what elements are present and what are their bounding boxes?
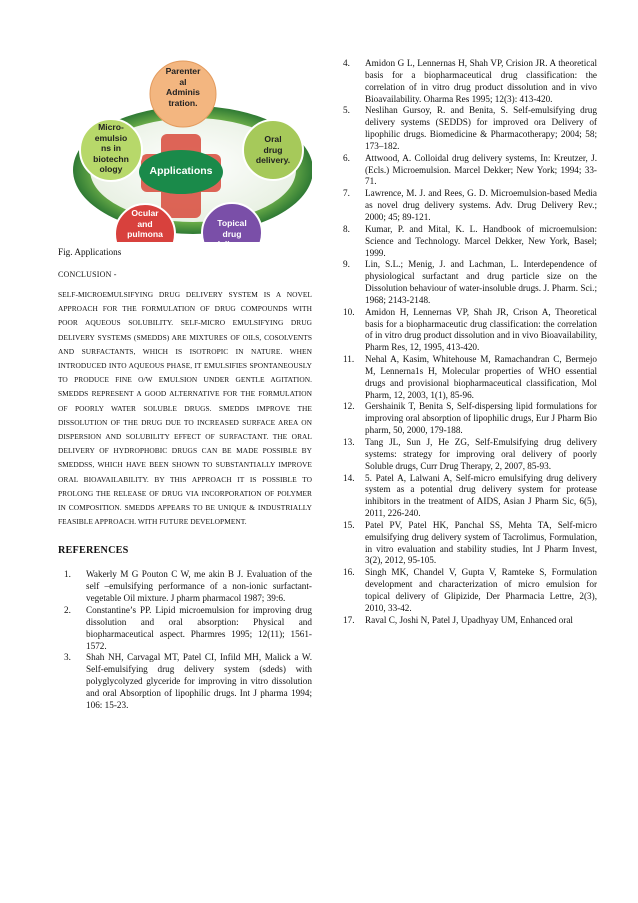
bubble-ocular-label: Ocular and pulmona ry delivery [127,208,163,260]
center-applications-label: Applications [149,165,213,177]
conclusion-heading: CONCLUSION - [58,270,117,279]
reference-item: 7. Lawrence, M. J. and Rees, G. D. Microemulsion-based Media as novel drug delivery systems. Adv. Drug Delivery Rev.; 2000; 45; 89-121. [343,188,597,222]
reference-item: 10. Amidon H, Lennernas VP, Shah JR, Crison A, Theoretical basis for a biopharmaceutic drug classification: the correlation of in vitro drug product dissolution and in vivo Bioavailability, Pharm Res, 12, 1995, 413-420. [343,306,597,353]
bubble-parenteral-label: Parenter al Adminis tration. [165,66,201,108]
references-heading: REFERENCES [58,545,129,557]
reference-item: 17. Raval C, Joshi N, Patel J, Upadhyay UM, Enhanced oral [343,614,573,625]
conclusion-body: SELF-MICROEMULSIFYING DRUG DELIVERY SYSTEM IS A NOVEL APPROACH FOR THE FORMULATION OF DRUG COMPOUNDS WITH POOR AQUEOUS SOLUBILITY. SELF-MICRO EMULSIFYING DRUG DELIVERY SYSTEMS (SMEDDS) ARE MIXTURES OF OILS, COSOLVENTS AND SURFACTANTS, WHICH IS ISOTROPIC IN NATURE. WHEN INTRODUCED INTO AQUEOUS PHASE, IT EMULSIFIES SPONTANEOUSLY TO PRODUCE FINE O/W EMULSION UNDER GENTLE AGITATION. SMEDDS REPRESENT A GOOD ALTERNATIVE FOR THE FORMULATION OF POORLY WATER SOLUBLE DRUGS. SMEDDS IMPROVE THE DISSOLUTION OF THE DRUG DUE TO INCREASED SURFACE AREA ON DISPERSION AND SOLUBILITY EFFECT OF SURFACTANT. THE ORAL DELIVERY OF HYDROPHOBIC DRUGS CAN BE MADE POSSIBLE BY SMEDDSS, WHICH HAVE BEEN SHOWN TO SUBSTANTIALLY IMPROVE ORAL BIOAVAILABILITY. BY THIS APPROACH IT IS POSSIBLE TO PROLONG THE RELEASE OF DRUG VIA INCORPORATION OF POLYMER IN COMPOSITION. SMEDDS APPEARS TO BE UNIQUE & INDUSTRIALLY FEASIBLE APPROACH. WITH FUTURE DEVELOPMENT. [58,290,312,527]
figure-caption: Fig. Applications [58,247,122,257]
bubble-oral-label: Oral drug delivery. [255,134,291,165]
reference-item: 2. Constantine’s PP. Lipid microemulsion for improving drug dissolution and oral absorption: Physical and biopharmaceutical aspect. Pharmres 1995; 12(11); 1561-1572. [64,604,312,651]
reference-item: 6. Attwood, A. Colloidal drug delivery systems, In: Kreutzer, J. (Ecls.) Microemulsion. Marcel Dekker; New York; 1994; 33-71. [343,152,597,187]
reference-item: 1. Wakerly M G Pouton C W, me akin B J. Evaluation of the self –emulsifying performance of a non-ionic surfactant-vegetable Oil mixture. J pharm pharmacol 1987; 39:6. [64,569,312,604]
bubble-topical-label: Topical drug delivery. [214,218,250,249]
reference-item: 5. Neslihan Gursoy, R. and Benita, S. Self-emulsifying drug delivery systems (SEDDS) for improved ora Delivery of lipophilic drugs. Biomedicine & Pharmacotherapy; 2004; 58; 173–182. [343,105,597,151]
reference-item: 3. Shah NH, Carvagal MT, Patel CI, Infild MH, Malick a W. Self-emulsifying drug delivery system (sdeds) with polyglycolyzed glyceride for improving in vitro dissolution and oral Absorption of lipophilic drugs. Int J pharma 1994; 106: 15-23. [64,652,312,710]
reference-item: 8. Kumar, P. and Mital, K. L. Handbook of microemulsion: Science and Technology. Marcel Dekker, New York, Basel; 1999. [343,223,597,258]
reference-item: 14. 5. Patel A, Lalwani A, Self-micro emulsifying drug delivery system as a potential drug delivery system for protease inhibitors in the treatment of AIDS, Asian J Pharm Sic, 6(5), 2011, 226-240. [343,472,597,519]
reference-item: 11. Nehal A, Kasim, Whitehouse M, Ramachandran C, Bermejo M, Lennerna1s H, Molecular properties of WHO essential drugs and provisional biopharmaceutical classification, Mol Pharm, 12, 2003, 1(1), 85-96. [343,354,597,400]
references-list-right [341,58,597,627]
reference-item: 15. Patel PV, Patel HK, Panchal SS, Mehta TA, Self-micro emulsifying drug delivery system of Tacrolimus, Formulation, in vitro evaluation and stability studies, Int J Pharm Invest, 3(2), 2012, 95-105. [343,519,597,566]
reference-item: 12. Gershainik T, Benita S, Self-dispersing lipid formulations for improving oral absorption of lipophilic drugs, Eur J Pharm Bio pharm, 50, 2000, 179-188. [343,401,597,436]
left-column [58,52,312,712]
reference-item: 13. Tang JL, Sun J, He ZG, Self-Emulsifying drug delivery systems: strategy for improving oral delivery of poorly Soluble drugs, Curr Drug Therapy, 2, 2007, 85-93. [343,437,597,471]
reference-item: 9. Lin, S.L.; Menig, J. and Lachman, L. Interdependence of physiological surfactant and drug particle size on the Dissolution behaviour of water-insoluble drugs. J. Pharm. Sci.; 1968; 2143-2148. [343,259,597,305]
reference-item: 16. Singh MK, Chandel V, Gupta V, Ramteke S, Formulation development and characterization of micro emulsion for topical delivery of Glipizide, Der Pharmacia Lettre, 2(3), 2010, 33-42. [343,567,597,613]
references-list-left [58,569,312,711]
right-column [341,58,597,627]
reference-item: 4. Amidon G L, Lennernas H, Shah VP, Crision JR. A theoretical basis for a biopharmaceutical drug classification: the correlation of in vitro drug product dissolution and in vivo Bioavailability. Oharma Res 1995; 12(3): 413-420. [343,58,597,104]
bubble-microemulsion-label: Micro- emulsio ns in biotechn ology [93,122,129,174]
